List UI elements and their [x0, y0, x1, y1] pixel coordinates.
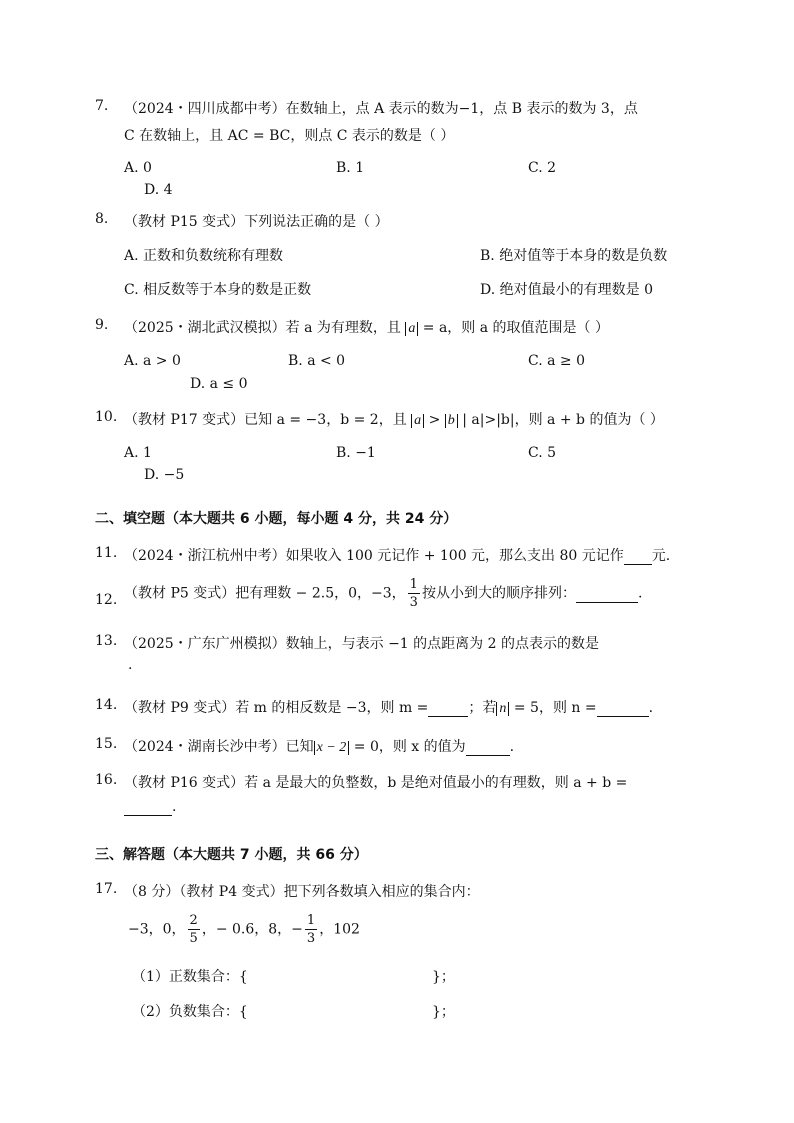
fraction: $\frac{1}{3}$ — [409, 577, 418, 610]
absolute-value-a: a — [411, 414, 424, 428]
question-text-line2: . — [128, 657, 133, 673]
option-c[interactable]: C. 5 — [528, 445, 557, 461]
section-heading-fill-in: 二、填空题（本大题共 6 小题，每小题 4 分，共 24 分） — [95, 511, 458, 527]
set-negative-label: （2）负数集合：{ — [132, 1004, 248, 1020]
question-number: 11. — [95, 545, 118, 561]
question-text-line1: （2024・四川成都中考）在数轴上，点 A 表示的数为−1，点 B 表示的数为 3，点 — [124, 101, 638, 117]
section-heading-solution: 三、解答题（本大题共 7 小题，共 66 分） — [95, 847, 368, 863]
answer-blank[interactable] — [576, 586, 638, 603]
set-negative-end: }； — [432, 1004, 455, 1020]
number-list: −3，0， $\frac{2}{5}$ ，− 0.6，8，− $\frac{1}{3}$ ，102 — [128, 913, 360, 946]
question-text-line2: C 在数轴上，且 AC = BC，则点 C 表示的数是（ ） — [124, 128, 455, 144]
question-number: 14. — [95, 697, 118, 713]
question-number: 8. — [95, 211, 109, 227]
set-positive-end: }； — [432, 969, 455, 985]
answer-blank[interactable] — [624, 548, 652, 565]
set-positive-label: （1）正数集合：{ — [132, 969, 248, 985]
question-number: 13. — [95, 633, 118, 649]
question-number: 12. — [95, 592, 118, 608]
option-a[interactable]: A. 正数和负数统称有理数 — [124, 248, 284, 264]
answer-blank[interactable] — [124, 799, 172, 816]
question-text: （2024・湖南长沙中考）已知 x − 2 = 0，则 x 的值为 . — [124, 739, 515, 755]
question-number: 9. — [95, 317, 109, 333]
option-d[interactable]: D. −5 — [144, 467, 185, 483]
absolute-value: n — [496, 702, 509, 716]
fraction-1-3: $\frac{1}{3}$ — [306, 913, 316, 946]
question-number: 15. — [95, 736, 118, 752]
question-number: 7. — [95, 98, 109, 114]
question-text: （教材 P9 变式）若 m 的相反数是 −3，则 m = ；若 n = 5，则 n = . — [124, 700, 654, 716]
option-d[interactable]: D. 4 — [144, 182, 173, 198]
option-c[interactable]: C. 2 — [528, 160, 557, 176]
option-c[interactable]: C. a ≥ 0 — [528, 353, 585, 369]
option-a[interactable]: A. 1 — [124, 445, 152, 461]
answer-blank-n[interactable] — [597, 700, 649, 717]
question-number: 17. — [95, 881, 118, 897]
question-text-line1: （教材 P16 变式）若 a 是最大的负整数，b 是绝对值最小的有理数，则 a + b = — [124, 775, 628, 791]
option-d[interactable]: D. 绝对值最小的有理数是 0 — [480, 282, 653, 298]
option-b[interactable]: B. −1 — [336, 445, 376, 461]
question-text: （8 分）（教材 P4 变式）把下列各数填入相应的集合内： — [124, 884, 480, 900]
option-b[interactable]: B. a < 0 — [288, 353, 346, 369]
absolute-value: x − 2 — [314, 741, 350, 755]
question-text-line2: . — [124, 799, 176, 816]
option-d[interactable]: D. a ≤ 0 — [190, 376, 248, 392]
question-text: （2024・浙江杭州中考）如果收入 100 元记作 + 100 元，那么支出 80 元记作 元. — [124, 548, 671, 564]
option-c[interactable]: C. 相反数等于本身的数是正数 — [124, 282, 312, 298]
question-text: （教材 P17 变式）已知 a = −3，b = 2，且 a > b | a|>|b|，则 a + b 的值为（ ） — [124, 412, 664, 428]
question-text: （2025・湖北武汉模拟）若 a 为有理数，且 a = a，则 a 的取值范围是（ ） — [124, 320, 610, 336]
question-number: 16. — [95, 772, 118, 788]
answer-blank[interactable] — [466, 739, 510, 756]
option-b[interactable]: B. 1 — [336, 160, 365, 176]
option-a[interactable]: A. 0 — [124, 160, 152, 176]
question-text-line1: （2025・广东广州模拟）数轴上，与表示 −1 的点距离为 2 的点表示的数是 — [124, 636, 599, 652]
option-b[interactable]: B. 绝对值等于本身的数是负数 — [480, 248, 668, 264]
question-text: （教材 P15 变式）下列说法正确的是（ ） — [124, 214, 389, 230]
absolute-value: a — [405, 322, 418, 336]
absolute-value-b: b — [445, 414, 458, 428]
question-number: 10. — [95, 409, 118, 425]
question-text: （教材 P5 变式）把有理数 − 2.5，0，−3， $\frac{1}{3}$ 按从小到大的顺序排列： . — [124, 577, 643, 610]
option-a[interactable]: A. a > 0 — [124, 353, 181, 369]
answer-blank-m[interactable] — [428, 700, 468, 717]
fraction-2-5: $\frac{2}{5}$ — [189, 913, 198, 946]
